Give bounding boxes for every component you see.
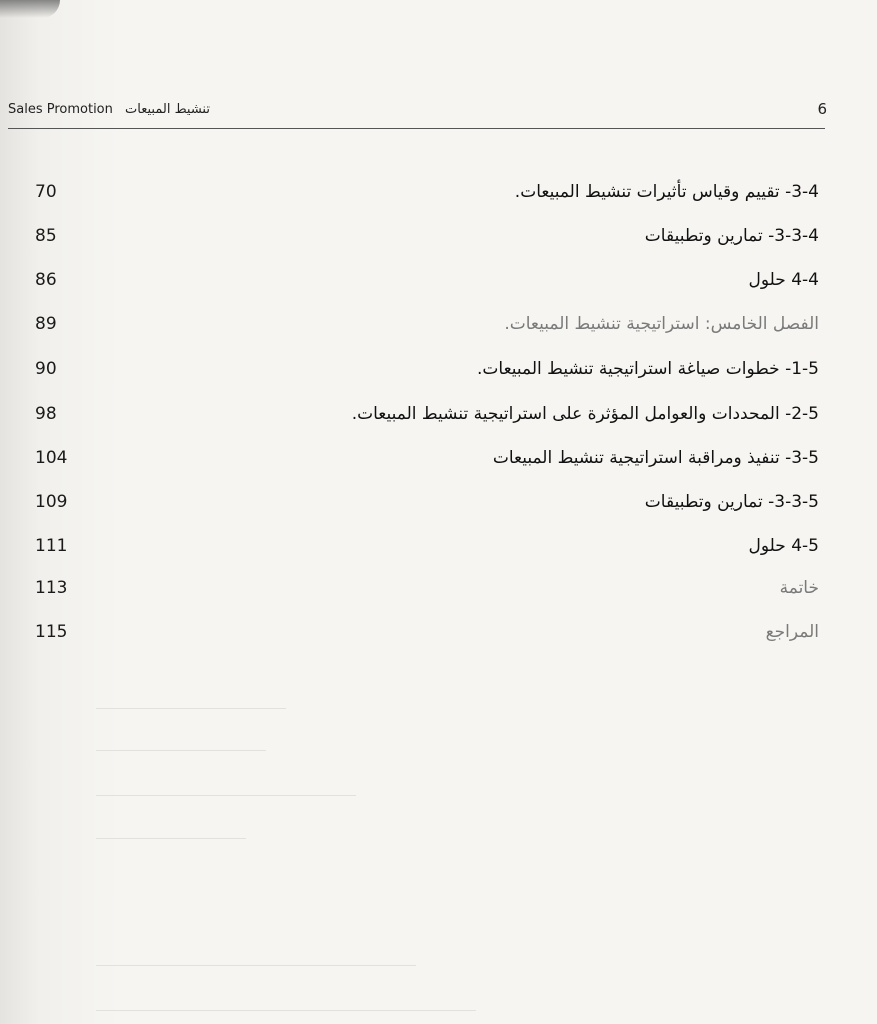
toc-entry-text: 3-3-5- تمارين وتطبيقات: [644, 492, 819, 512]
toc-row: [0, 270, 877, 310]
toc-page-number: 86: [35, 270, 57, 290]
toc-entry-text: 4-5 حلول: [748, 536, 819, 556]
toc-page-number: 90: [35, 359, 57, 379]
toc-row: [0, 492, 877, 532]
toc-page-number: 109: [35, 492, 68, 512]
toc-row: [0, 404, 877, 444]
toc-entry-text: 4-4 حلول: [748, 270, 819, 290]
toc-row: [0, 182, 877, 222]
page-corner-shadow: [0, 0, 60, 18]
bleed-through-line: [96, 750, 266, 751]
toc-page-number: 85: [35, 226, 57, 246]
toc-page-number: 111: [35, 536, 68, 556]
toc-entry-text: 3-4- تقييم وقياس تأثيرات تنشيط المبيعات.: [514, 182, 819, 202]
toc-entry-text: 1-5- خطوات صياغة استراتيجية تنشيط المبيعات.: [477, 359, 819, 379]
header-title-ar: تنشيط المبيعات: [125, 102, 210, 117]
toc-row: [0, 359, 877, 399]
header-title: [8, 102, 210, 117]
toc-page-number: 98: [35, 404, 57, 424]
toc-entry-text: 3-5- تنفيذ ومراقبة استراتيجية تنشيط المبيعات: [492, 448, 819, 468]
toc-page-number: 70: [35, 182, 57, 202]
toc-row: [0, 448, 877, 488]
bleed-through-line: [96, 795, 356, 796]
toc-row: [0, 226, 877, 266]
bleed-through-line: [96, 1010, 476, 1011]
bleed-through-line: [96, 838, 246, 839]
toc-row: [0, 622, 877, 662]
toc-chapter-title: الفصل الخامس: استراتيجية تنشيط المبيعات.: [504, 314, 819, 334]
header-rule: [8, 128, 825, 129]
toc-page-number: 113: [35, 578, 68, 598]
header-title-en: Sales Promotion: [8, 102, 113, 117]
toc-entry-text: 3-3-4- تمارين وتطبيقات: [644, 226, 819, 246]
toc-row: [0, 536, 877, 576]
toc-entry-text: 2-5- المحددات والعوامل المؤثرة على استراتيجية تنشيط المبيعات.: [351, 404, 819, 424]
toc-conclusion-title: خاتمة: [779, 578, 819, 598]
toc-page-number: 115: [35, 622, 68, 642]
toc-row: [0, 578, 877, 618]
bleed-through-line: [96, 965, 416, 966]
toc-references-title: المراجع: [765, 622, 819, 642]
toc-row: [0, 314, 877, 354]
page-number: 6: [817, 100, 827, 118]
toc-page-number: 104: [35, 448, 68, 468]
bleed-through-line: [96, 708, 286, 709]
running-header: [8, 96, 825, 126]
toc-page-number: 89: [35, 314, 57, 334]
